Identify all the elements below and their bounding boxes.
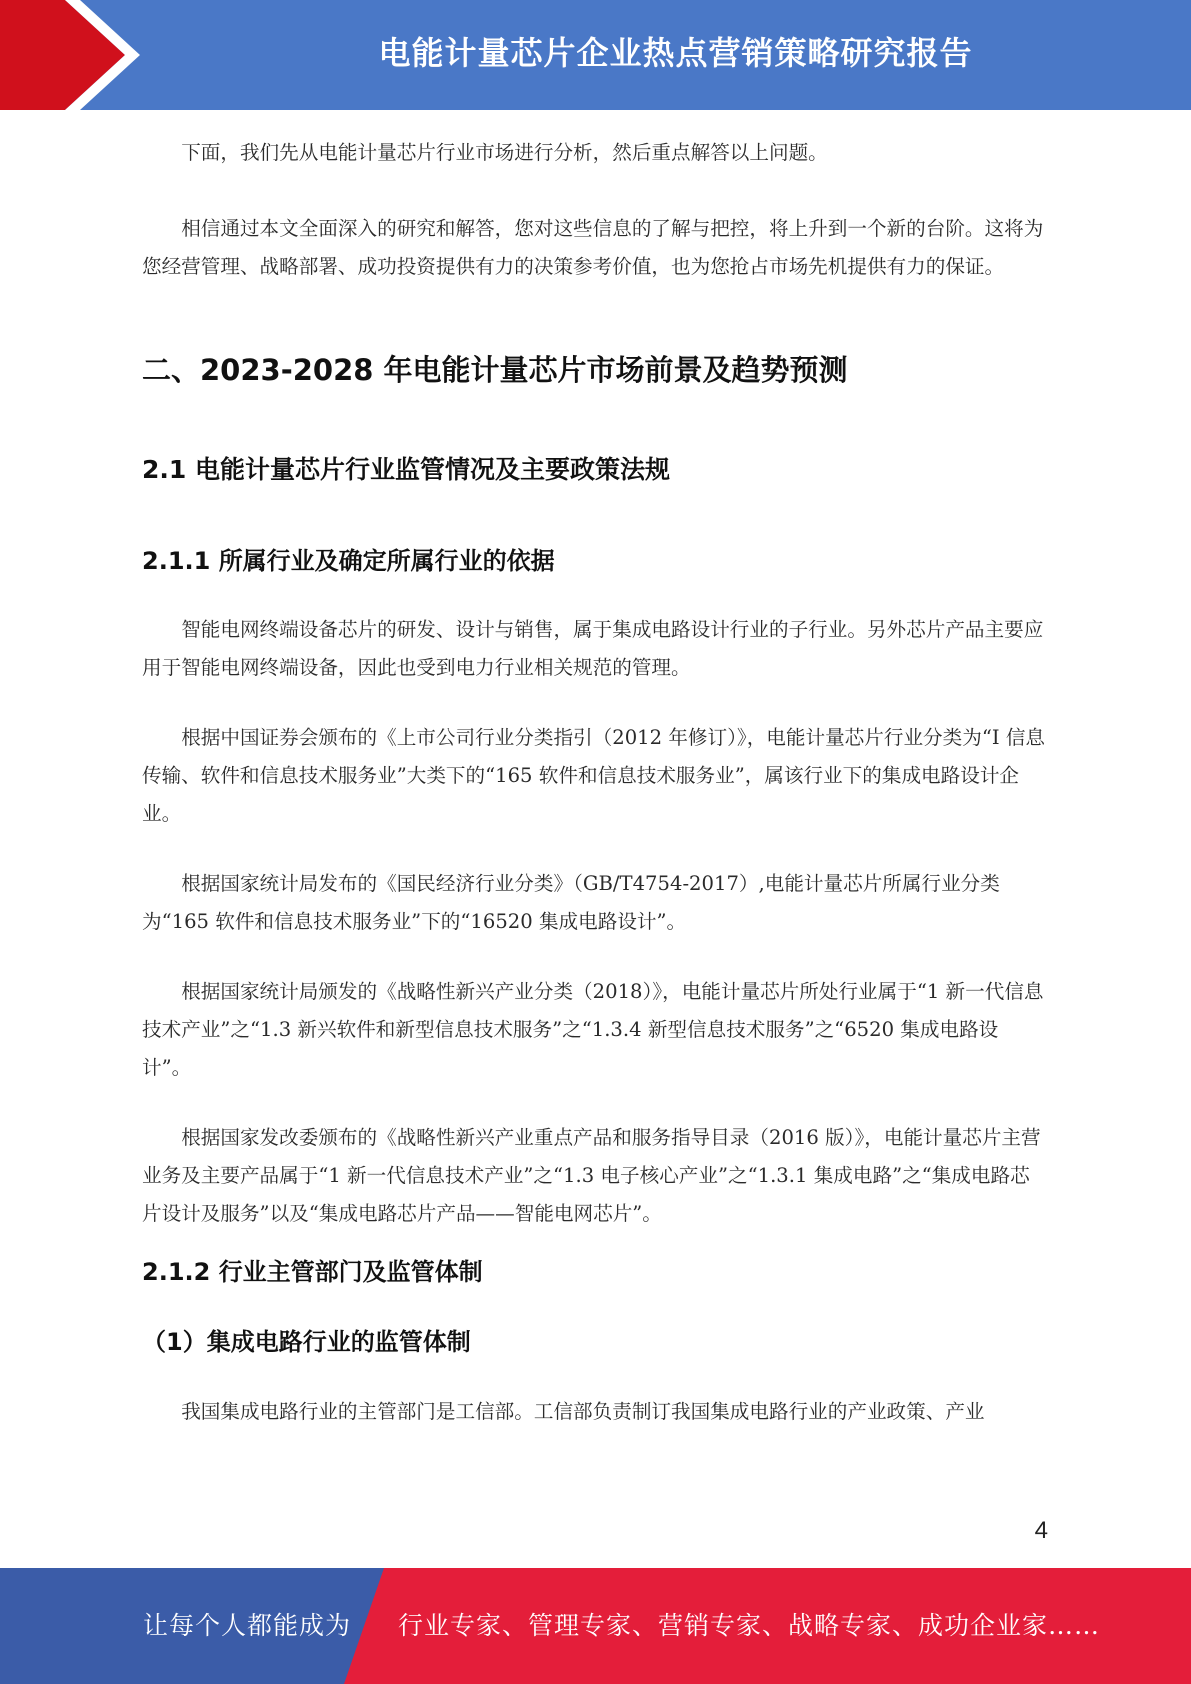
report-title: 电能计量芯片企业热点营销策略研究报告 [378,34,973,72]
section-2-1-2-heading: 2.1.2 行业主管部门及监管体制 [142,1258,483,1286]
subsection-1-heading: （1）集成电路行业的监管体制 [142,1328,471,1356]
footer-slogan-left: 让每个人都能成为 [143,1611,352,1640]
document-body [142,130,1047,1431]
industry-paragraph: 智能电网终端设备芯片的研发、设计与销售，属于集成电路设计行业的子行业。另外芯片产品主要应用于智能电网终端设备，因此也受到电力行业相关规范的管理。 [142,618,1044,679]
intro-paragraph-2: 相信通过本文全面深入的研究和解答，您对这些信息的了解与把控，将上升到一个新的台阶。这将为您经营管理、战略部署、成功投资提供有力的决策参考价值，也为您抢占市场先机提供有力的保证。 [142,217,1044,278]
footer-slogan-right: 行业专家、管理专家、营销专家、战略专家、成功企业家…… [398,1611,1101,1640]
section-2-1-heading: 2.1 电能计量芯片行业监管情况及主要政策法规 [142,455,670,484]
footer-banner [0,1568,1191,1684]
header-banner [0,0,1191,110]
regulator-paragraph: 我国集成电路行业的主管部门是工信部。工信部负责制订我国集成电路行业的产业政策、产业 [181,1400,985,1423]
ndrc-classification-paragraph: 根据国家发改委颁布的《战略性新兴产业重点产品和服务指导目录（2016 版）》，电能计量芯片主营业务及主要产品属于“1 新一代信息技术产业”之“1.3 电子核心产业”之“1.3.1 集成电路”之“集成电路芯片设计及服务”以及“集成电路芯片产品——智能电网芯片”。 [142,1126,1041,1225]
header-arrow-decoration [0,0,160,110]
intro-paragraph-1: 下面，我们先从电能计量芯片行业市场进行分析，然后重点解答以上问题。 [181,141,828,164]
section-2-heading: 二、2023-2028 年电能计量芯片市场前景及趋势预测 [142,353,848,387]
nbs-classification-paragraph: 根据国家统计局发布的《国民经济行业分类》（GB/T4754-2017）,电能计量芯片所属行业分类为“165 软件和信息技术服务业”下的“16520 集成电路设计”。 [142,872,1000,933]
strategic-classification-paragraph: 根据国家统计局颁发的《战略性新兴产业分类（2018）》，电能计量芯片所处行业属于“1 新一代信息技术产业”之“1.3 新兴软件和新型信息技术服务”之“1.3.4 新型信息技术服务”之“6520 集成电路设计”。 [142,980,1044,1079]
section-2-1-1-heading: 2.1.1 所属行业及确定所属行业的依据 [142,547,555,575]
csrc-classification-paragraph: 根据中国证券会颁布的《上市公司行业分类指引（2012 年修订）》，电能计量芯片行业分类为“I 信息传输、软件和信息技术服务业”大类下的“165 软件和信息技术服务业”，属该行业下的集成电路设计企业。 [142,726,1046,825]
page-number: 4 [1034,1517,1048,1544]
